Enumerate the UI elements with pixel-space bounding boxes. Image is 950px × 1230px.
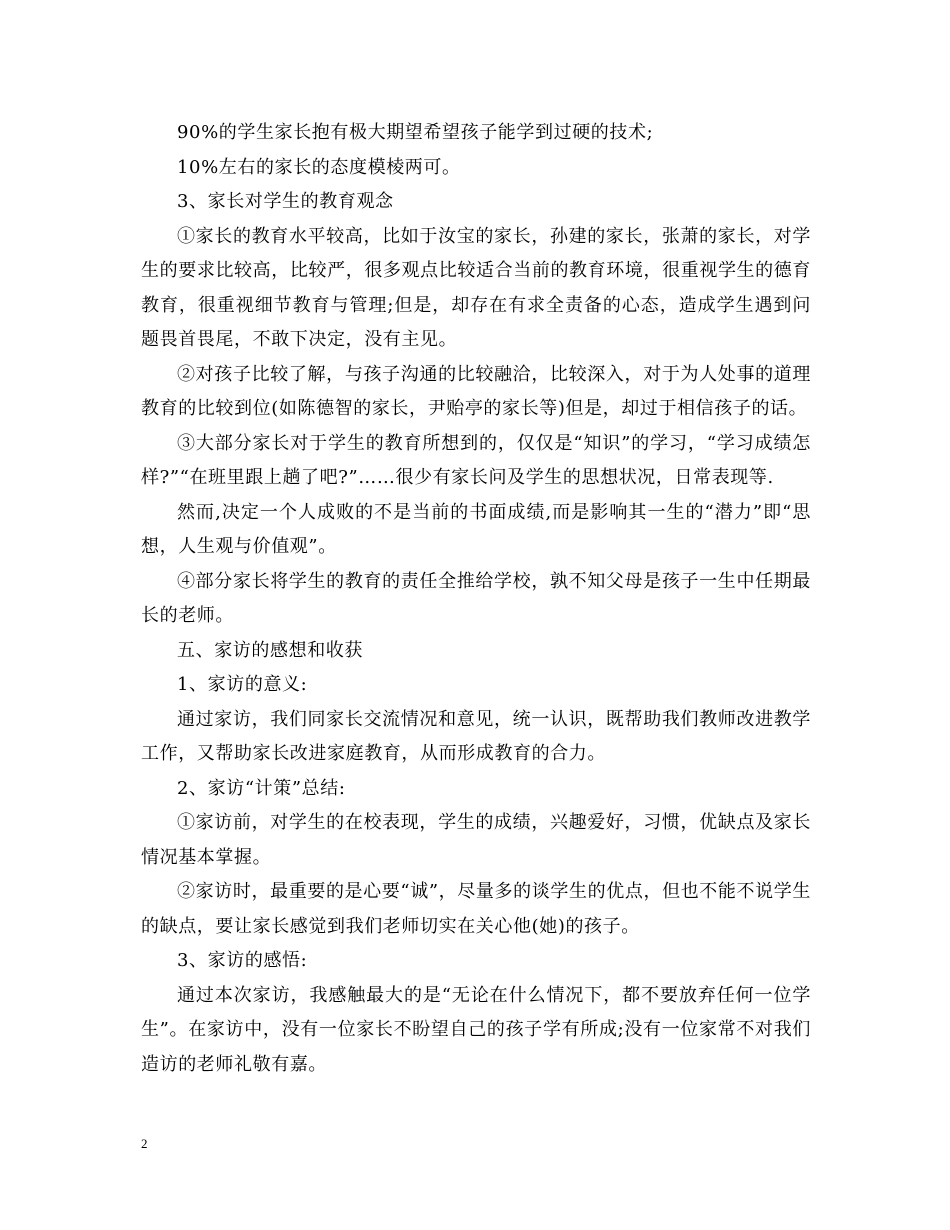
heading-parent-education-views: 3、家长对学生的教育观念	[177, 191, 394, 212]
document-body	[141, 116, 811, 1082]
heading-home-visit-strategies: 2、家访“计策”总结:	[177, 777, 346, 799]
paragraph-home-visit-meaning: 通过家访，我们同家长交流情况和意见，统一认识，既帮助我们教师改进教学工作，又帮助家长改进家庭教育，从而形成教育的合力。	[141, 708, 811, 764]
paragraph-before-visit: ①家访前，对学生的在校表现，学生的成绩，兴趣爱好，习惯，优缺点及家长情况基本掌握。	[141, 812, 811, 868]
paragraph-high-education-level: ①家长的教育水平较高，比如于汝宝的家长，孙建的家长，张萧的家长，对学生的要求比较高，比较严，很多观点比较适合当前的教育环境，很重视学生的德育教育，很重视细节教育与管理;但是，却存在有求全责备的心态，造成学生遇到问题畏首畏尾，不敢下决定，没有主见。	[141, 225, 811, 350]
paragraph-technical-skill-expectation: 90%的学生家长抱有极大期望希望孩子能学到过硬的技术;	[177, 122, 654, 143]
heading-home-visit-reflections: 五、家访的感想和收获	[177, 639, 363, 661]
paragraph-knowledge-focus: ③大部分家长对于学生的教育所想到的，仅仅是“知识”的学习，“学习成绩怎样?”“在班里跟上趟了吧?”……很少有家长问及学生的思想状况，日常表现等.	[141, 432, 811, 488]
heading-home-visit-meaning: 1、家访的意义:	[177, 674, 308, 695]
paragraph-potential-and-values: 然而,决定一个人成败的不是当前的书面成绩,而是影响其一生的“潜力”即“思想，人生观与价值观”。	[141, 501, 811, 557]
heading-home-visit-insights: 3、家访的感悟:	[177, 950, 308, 971]
paragraph-school-responsibility: ④部分家长将学生的教育的责任全推给学校，孰不知父母是孩子一生中任期最长的老师。	[141, 570, 811, 626]
paragraph-during-visit: ②家访时，最重要的是心要“诚”，尽量多的谈学生的优点，但也不能不说学生的缺点，要让家长感觉到我们老师切实在关心他(她)的孩子。	[141, 881, 811, 937]
paragraph-ambiguous-attitude: 10%左右的家长的态度模棱两可。	[177, 156, 461, 178]
paragraph-home-visit-insights: 通过本次家访，我感触最大的是“无论在什么情况下，都不要放弃任何一位学生”。在家访中，没有一位家长不盼望自己的孩子学有所成;没有一位家常不对我们造访的老师礼敬有嘉。	[141, 984, 811, 1075]
page-number: 2	[141, 1136, 148, 1151]
paragraph-understanding-children: ②对孩子比较了解，与孩子沟通的比较融洽，比较深入，对于为人处事的道理教育的比较到位(如陈德智的家长，尹贻亭的家长等)但是，却过于相信孩子的话。	[141, 363, 811, 419]
